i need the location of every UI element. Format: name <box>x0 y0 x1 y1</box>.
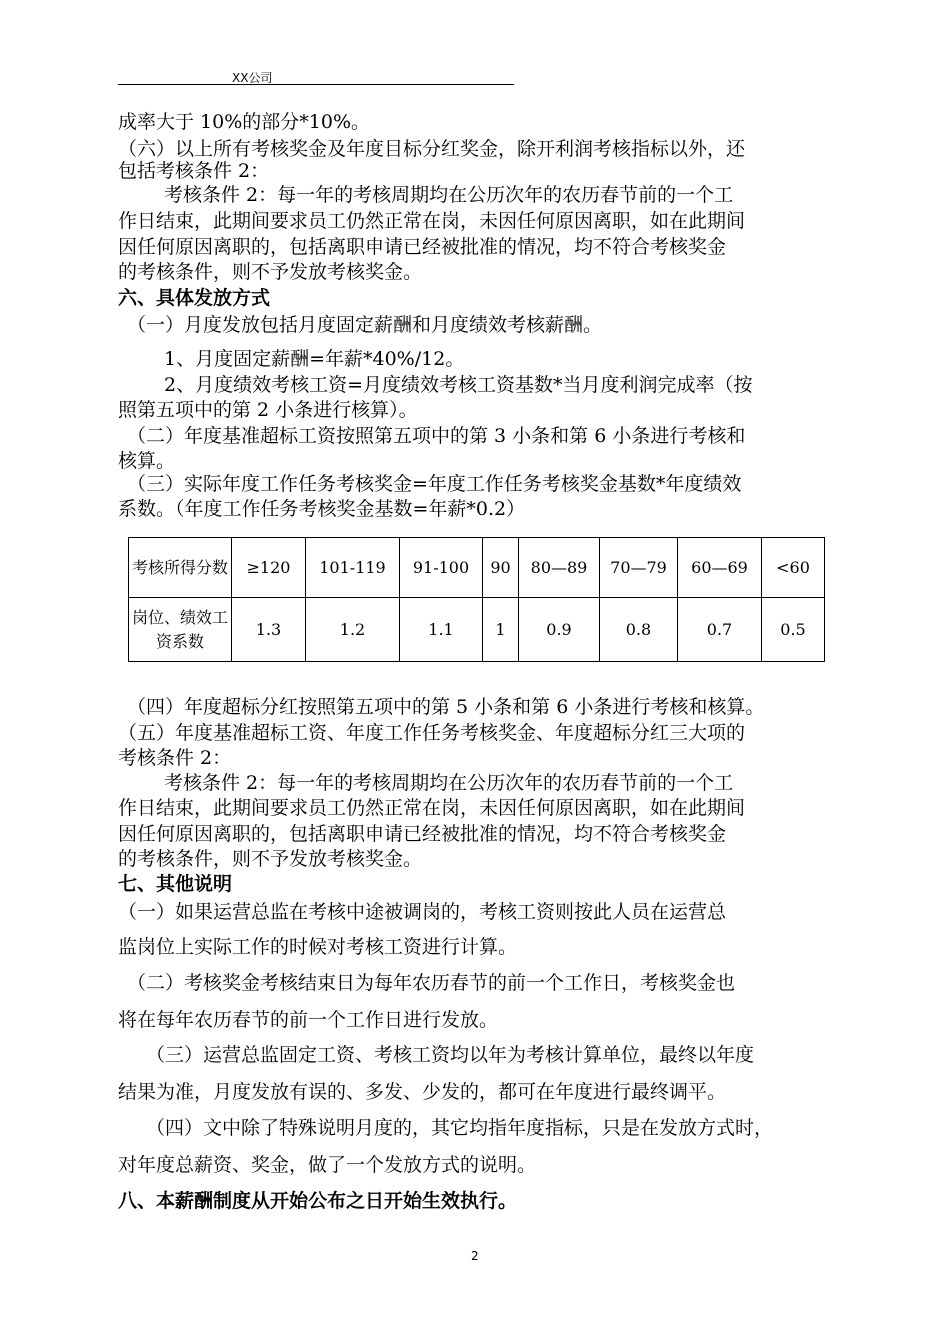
paragraph-line: 成率大于 10%的部分*10%。 <box>118 111 371 133</box>
table-cell: 80—89 <box>519 538 600 598</box>
paragraph-line: 包括考核条件 2： <box>118 160 270 182</box>
coefficient-table <box>128 537 825 662</box>
table-cell: 70—79 <box>600 538 678 598</box>
section-heading-7: 七、其他说明 <box>118 873 233 895</box>
table-cell: 1.2 <box>306 598 400 662</box>
paragraph-line: 作日结束，此期间要求员工仍然正常在岗，未因任何原因离职，如在此期间 <box>118 210 746 232</box>
header-rule <box>118 84 514 85</box>
paragraph-line: 1、月度固定薪酬=年薪*40%/12。 <box>164 348 465 370</box>
paragraph-line: 考核条件 2： <box>118 747 232 769</box>
paragraph-line: 作日结束，此期间要求员工仍然正常在岗，未因任何原因离职，如在此期间 <box>118 797 746 819</box>
paragraph-line: 核算。 <box>118 450 176 472</box>
paragraph-line: 照第五项中的第 2 小条进行核算）。 <box>118 399 418 421</box>
table-cell: 0.7 <box>678 598 762 662</box>
section-heading-6: 六、具体发放方式 <box>118 287 271 309</box>
paragraph-line: （三）实际年度工作任务考核奖金=年度工作任务考核奖金基数*年度绩效 <box>127 473 742 495</box>
table-cell: 1 <box>483 598 519 662</box>
table-cell: 60—69 <box>678 538 762 598</box>
table-cell: 0.8 <box>600 598 678 662</box>
paragraph-line: 考核条件 2：每一年的考核周期均在公历次年的农历春节前的一个工 <box>164 184 734 206</box>
paragraph-line: 监岗位上实际工作的时候对考核工资进行计算。 <box>118 936 518 958</box>
table-cell: 91-100 <box>400 538 483 598</box>
table-cell: 岗位、绩效工资系数 <box>129 598 232 662</box>
paragraph-line: 将在每年农历春节的前一个工作日进行发放。 <box>118 1009 499 1031</box>
table-cell: 1.1 <box>400 598 483 662</box>
paragraph-line: 对年度总薪资、奖金，做了一个发放方式的说明。 <box>118 1154 537 1176</box>
paragraph-line: 的考核条件，则不予发放考核奖金。 <box>118 848 423 870</box>
paragraph-line: 2、月度绩效考核工资=月度绩效考核工资基数*当月度利润完成率（按 <box>164 374 753 396</box>
paragraph-line: 的考核条件，则不予发放考核奖金。 <box>118 261 423 283</box>
paragraph-line: （一）如果运营总监在考核中途被调岗的，考核工资则按此人员在运营总 <box>118 901 727 923</box>
paragraph-line: （五）年度基准超标工资、年度工作任务考核奖金、年度超标分红三大项的 <box>118 722 746 744</box>
paragraph-line: 考核条件 2：每一年的考核周期均在公历次年的农历春节前的一个工 <box>164 772 734 794</box>
paragraph-line: （一）月度发放包括月度固定薪酬和月度绩效考核薪酬。 <box>127 314 603 336</box>
paragraph-line: （六）以上所有考核奖金及年度目标分红奖金，除开利润考核指标以外，还 <box>118 138 746 160</box>
paragraph-line: 因任何原因离职的，包括离职申请已经被批准的情况，均不符合考核奖金 <box>118 236 727 258</box>
paragraph-line: 结果为准，月度发放有误的、多发、少发的，都可在年度进行最终调平。 <box>118 1081 727 1103</box>
paragraph-line: 系数。（年度工作任务考核奖金基数=年薪*0.2） <box>118 498 526 520</box>
table-cell: <60 <box>762 538 825 598</box>
table-cell: 101-119 <box>306 538 400 598</box>
paragraph-line: （四）文中除了特殊说明月度的，其它均指年度指标，只是在发放方式时， <box>146 1117 774 1139</box>
paragraph-line: 因任何原因离职的，包括离职申请已经被批准的情况，均不符合考核奖金 <box>118 823 727 845</box>
paragraph-line: （三）运营总监固定工资、考核工资均以年为考核计算单位，最终以年度 <box>146 1044 755 1066</box>
table-cell: 0.9 <box>519 598 600 662</box>
section-heading-8: 八、本薪酬制度从开始公布之日开始生效执行。 <box>118 1190 518 1212</box>
table-cell: ≥120 <box>232 538 306 598</box>
paragraph-line: （二）考核奖金考核结束日为每年农历春节的前一个工作日，考核奖金也 <box>127 972 736 994</box>
table-row <box>129 598 825 662</box>
header-company: XX公司 <box>232 71 273 85</box>
table-row <box>129 538 825 598</box>
table-cell: 0.5 <box>762 598 825 662</box>
table-cell: 考核所得分数 <box>129 538 232 598</box>
paragraph-line: （二）年度基准超标工资按照第五项中的第 3 小条和第 6 小条进行考核和 <box>127 425 746 447</box>
table-cell: 1.3 <box>232 598 306 662</box>
paragraph-line: （四）年度超标分红按照第五项中的第 5 小条和第 6 小条进行考核和核算。 <box>127 696 765 718</box>
page-number: 2 <box>471 1249 479 1263</box>
table-cell: 90 <box>483 538 519 598</box>
